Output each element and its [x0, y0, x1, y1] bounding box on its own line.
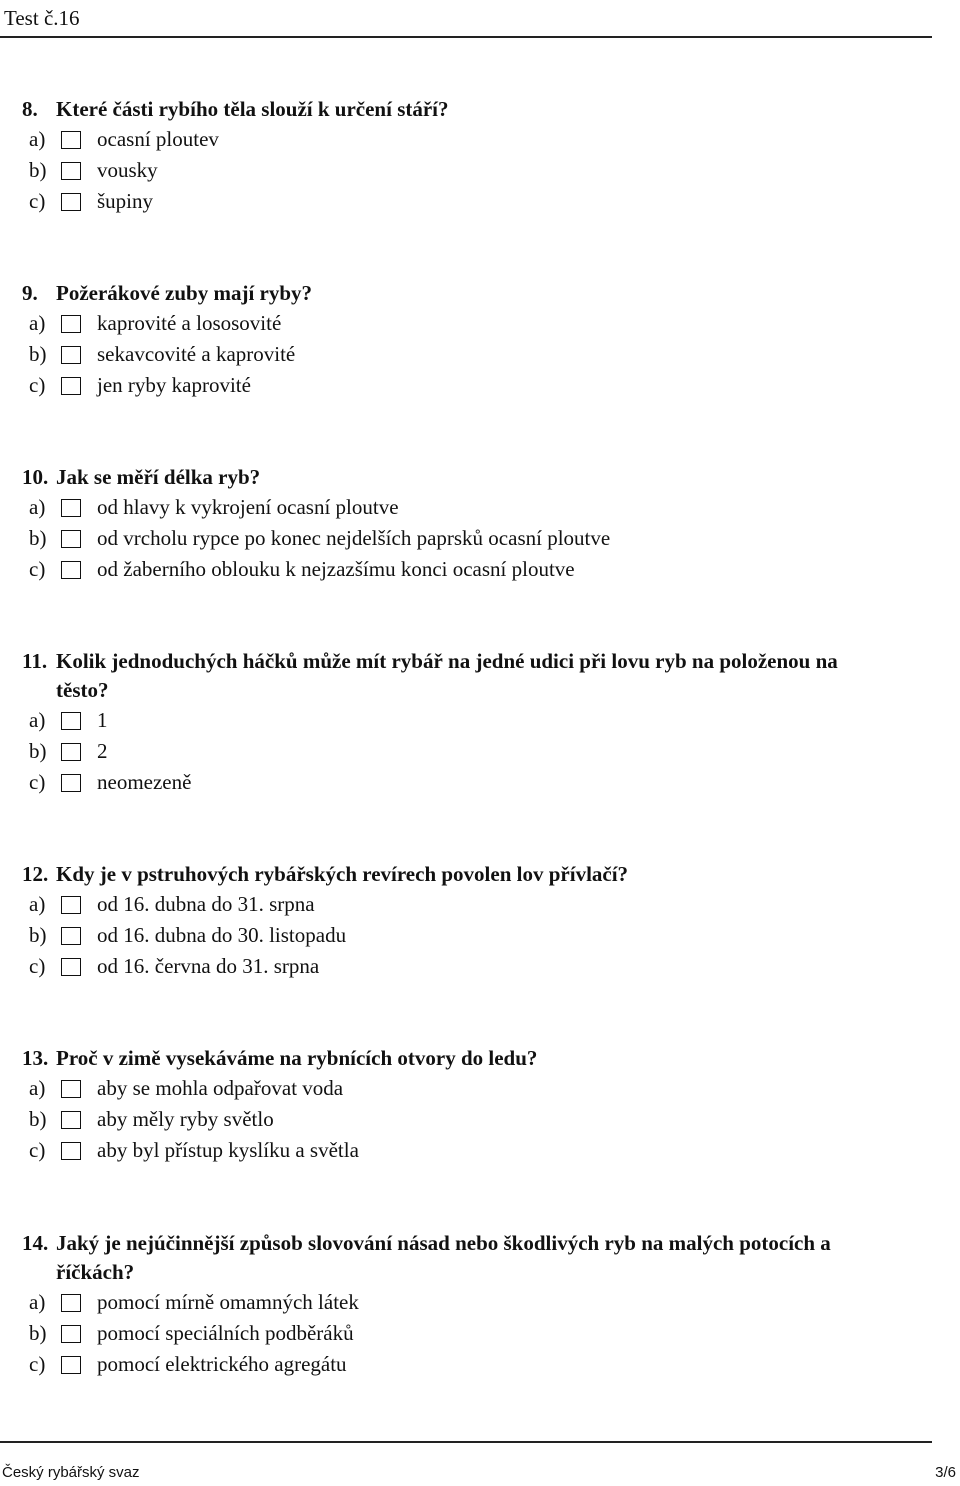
- option-text: 2: [97, 739, 108, 763]
- page-number: 3/6: [935, 1464, 956, 1481]
- option-text: vousky: [97, 158, 158, 182]
- answer-option-a[interactable]: [0, 308, 960, 339]
- option-letter: a): [29, 311, 46, 335]
- option-letter: c): [29, 373, 46, 397]
- answer-option-c[interactable]: [0, 951, 960, 982]
- option-text: aby měly ryby světlo: [97, 1107, 274, 1131]
- option-letter: b): [29, 342, 47, 366]
- question-13: [0, 1044, 960, 1166]
- option-letter: a): [29, 1290, 46, 1314]
- question-heading: [0, 463, 880, 492]
- question-text: Proč v zimě vysekáváme na rybnících otvory do ledu?: [56, 1046, 538, 1070]
- answer-option-a[interactable]: [0, 1287, 960, 1318]
- question-12: [0, 860, 960, 982]
- option-letter: a): [29, 127, 46, 151]
- question-number: 8.: [22, 97, 38, 121]
- option-letter: b): [29, 739, 47, 763]
- question-heading: [0, 1229, 880, 1287]
- question-number: 11.: [22, 649, 48, 673]
- option-text: jen ryby kaprovité: [97, 373, 251, 397]
- option-letter: b): [29, 923, 47, 947]
- question-14: [0, 1229, 960, 1380]
- answer-checkbox[interactable]: [61, 162, 81, 180]
- question-heading: [0, 860, 880, 889]
- answer-option-c[interactable]: [0, 1349, 960, 1380]
- answer-option-a[interactable]: [0, 1073, 960, 1104]
- option-text: aby se mohla odpařovat voda: [97, 1076, 344, 1100]
- answer-option-b[interactable]: [0, 523, 960, 554]
- answer-checkbox[interactable]: [61, 530, 81, 548]
- answer-checkbox[interactable]: [61, 561, 81, 579]
- option-text: ocasní ploutev: [97, 127, 219, 151]
- answer-option-b[interactable]: [0, 339, 960, 370]
- answer-checkbox[interactable]: [61, 315, 81, 333]
- answer-checkbox[interactable]: [61, 743, 81, 761]
- option-text: neomezeně: [97, 770, 192, 794]
- answer-checkbox[interactable]: [61, 1356, 81, 1374]
- answer-option-a[interactable]: [0, 889, 960, 920]
- header-divider: [0, 36, 932, 38]
- footer-organization: Český rybářský svaz: [2, 1464, 140, 1481]
- answer-option-c[interactable]: [0, 554, 960, 585]
- question-number: 13.: [22, 1046, 49, 1070]
- option-letter: b): [29, 1107, 47, 1131]
- option-text: od hlavy k vykrojení ocasní ploutve: [97, 495, 399, 519]
- option-letter: c): [29, 557, 46, 581]
- answer-option-c[interactable]: [0, 370, 960, 401]
- answer-checkbox[interactable]: [61, 1111, 81, 1129]
- answer-option-a[interactable]: [0, 492, 960, 523]
- option-letter: c): [29, 954, 46, 978]
- question-heading: [0, 279, 880, 308]
- answer-checkbox[interactable]: [61, 896, 81, 914]
- option-letter: c): [29, 1138, 46, 1162]
- answer-checkbox[interactable]: [61, 131, 81, 149]
- option-letter: c): [29, 1352, 46, 1376]
- option-text: od 16. dubna do 31. srpna: [97, 892, 315, 916]
- answer-option-b[interactable]: [0, 1318, 960, 1349]
- option-letter: b): [29, 1321, 47, 1345]
- answer-checkbox[interactable]: [61, 958, 81, 976]
- question-heading: [0, 647, 880, 705]
- option-letter: b): [29, 526, 47, 550]
- option-text: od vrcholu rypce po konec nejdelších paprsků ocasní ploutve: [97, 526, 611, 550]
- option-text: od 16. dubna do 30. listopadu: [97, 923, 347, 947]
- footer-divider: [0, 1441, 932, 1443]
- option-text: aby byl přístup kyslíku a světla: [97, 1138, 359, 1162]
- answer-checkbox[interactable]: [61, 1142, 81, 1160]
- option-text: 1: [97, 708, 108, 732]
- answer-checkbox[interactable]: [61, 499, 81, 517]
- option-text: od žaberního oblouku k nejzazšímu konci ocasní ploutve: [97, 557, 575, 581]
- answer-checkbox[interactable]: [61, 774, 81, 792]
- test-title: Test č.16: [4, 6, 80, 30]
- answer-option-a[interactable]: [0, 124, 960, 155]
- question-text: Které části rybího těla slouží k určení stáří?: [56, 97, 449, 121]
- option-letter: a): [29, 1076, 46, 1100]
- answer-option-c[interactable]: [0, 1135, 960, 1166]
- option-text: šupiny: [97, 189, 154, 213]
- answer-checkbox[interactable]: [61, 927, 81, 945]
- answer-checkbox[interactable]: [61, 193, 81, 211]
- question-text: Kolik jednoduchých háčků může mít rybář na jedné udici při lovu ryb na položenou na těsto?: [56, 649, 838, 702]
- question-number: 10.: [22, 465, 49, 489]
- option-text: pomocí speciálních podběráků: [97, 1321, 354, 1345]
- answer-checkbox[interactable]: [61, 346, 81, 364]
- answer-checkbox[interactable]: [61, 377, 81, 395]
- question-number: 9.: [22, 281, 38, 305]
- question-9: [0, 279, 960, 401]
- option-letter: c): [29, 189, 46, 213]
- answer-checkbox[interactable]: [61, 712, 81, 730]
- option-letter: a): [29, 892, 46, 916]
- option-text: od 16. června do 31. srpna: [97, 954, 320, 978]
- option-text: kaprovité a lososovité: [97, 311, 282, 335]
- question-10: [0, 463, 960, 585]
- question-11: [0, 647, 960, 798]
- question-number: 14.: [22, 1231, 49, 1255]
- option-letter: b): [29, 158, 47, 182]
- option-letter: a): [29, 495, 46, 519]
- question-text: Kdy je v pstruhových rybářských revírech povolen lov přívlačí?: [56, 862, 629, 886]
- answer-checkbox[interactable]: [61, 1294, 81, 1312]
- option-letter: c): [29, 770, 46, 794]
- answer-checkbox[interactable]: [61, 1325, 81, 1343]
- question-heading: [0, 1044, 880, 1073]
- answer-option-a[interactable]: [0, 705, 960, 736]
- option-text: pomocí mírně omamných látek: [97, 1290, 359, 1314]
- option-letter: a): [29, 708, 46, 732]
- question-text: Jak se měří délka ryb?: [56, 465, 261, 489]
- question-8: [0, 95, 960, 217]
- answer-option-b[interactable]: [0, 1104, 960, 1135]
- option-text: sekavcovité a kaprovité: [97, 342, 296, 366]
- question-heading: [0, 95, 880, 124]
- question-number: 12.: [22, 862, 49, 886]
- option-text: pomocí elektrického agregátu: [97, 1352, 347, 1376]
- answer-option-b[interactable]: [0, 155, 960, 186]
- answer-option-b[interactable]: [0, 736, 960, 767]
- answer-checkbox[interactable]: [61, 1080, 81, 1098]
- answer-option-b[interactable]: [0, 920, 960, 951]
- answer-option-c[interactable]: [0, 186, 960, 217]
- question-text: Jaký je nejúčinnější způsob slovování násad nebo škodlivých ryb na malých potocích a říčkách?: [56, 1231, 831, 1284]
- question-text: Požerákové zuby mají ryby?: [56, 281, 313, 305]
- answer-option-c[interactable]: [0, 767, 960, 798]
